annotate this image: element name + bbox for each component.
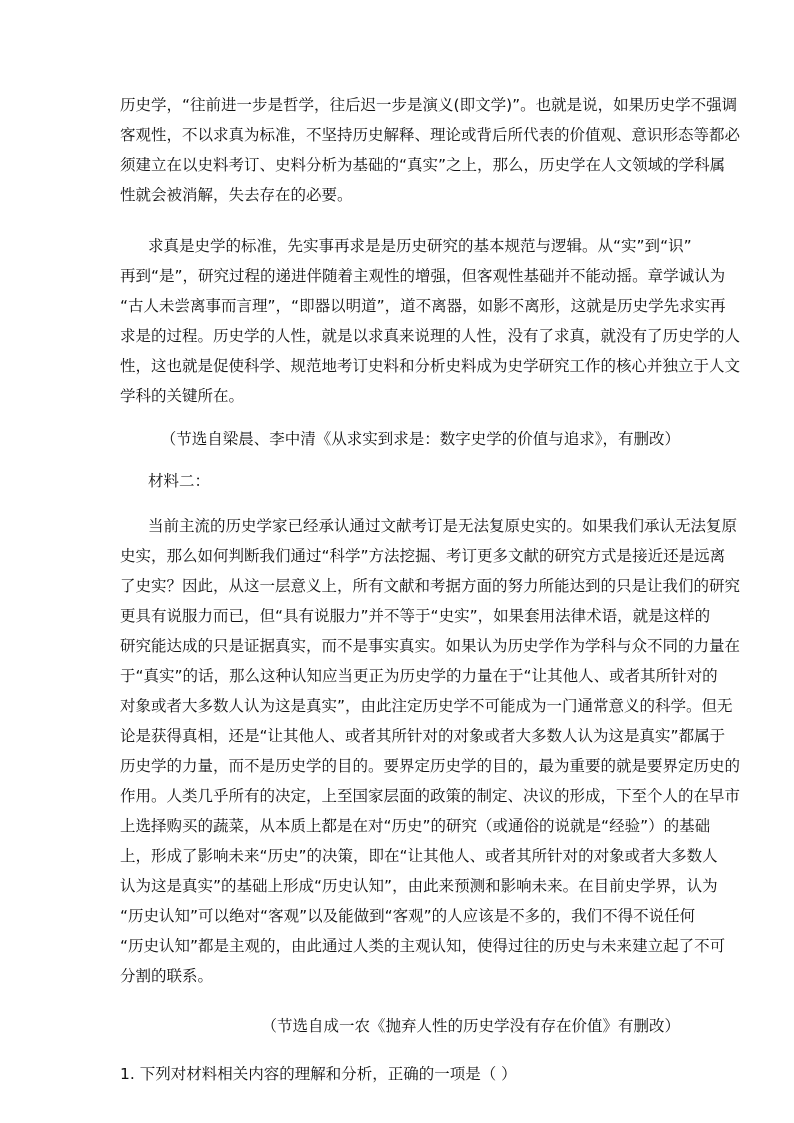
paragraph-line: 更具有说服力而已，但“具有说服力”并不等于“史实”，如果套用法律术语，就是这样的 bbox=[120, 607, 711, 625]
paragraph-line: 研究能达成的只是证据真实，而不是事实真实。如果认为历史学作为学科与众不同的力量在 bbox=[120, 637, 741, 655]
paragraph-line: 须建立在以史料考订、史料分析为基础的“真实”之上，那么，历史学在人文领域的学科属 bbox=[120, 156, 726, 174]
source-citation: （节选自梁晨、李中清《从求实到求是：数字史学的价值与追求》，有删改） bbox=[160, 430, 680, 448]
paragraph-line: 史实，那么如何判断我们通过“科学”方法挖掘、考订更多文献的研究方式是接近还是远离 bbox=[120, 547, 726, 565]
paragraph-line: 认为这是真实”的基础上形成“历史认知”，由此来预测和影响未来。在目前史学界，认为 bbox=[120, 877, 718, 895]
paragraph-line: 上，形成了影响未来“历史”的决策，即在“让其他人、或者其所针对的对象或者大多数人 bbox=[120, 847, 718, 865]
material-label: 材料二： bbox=[148, 472, 211, 490]
paragraph-line: “历史认知”可以绝对“客观”以及能做到“客观”的人应该是不多的，我们不得不说任何 bbox=[120, 907, 696, 925]
paragraph-line: 求真是史学的标准，先实事再求是是历史研究的基本规范与逻辑。从“实”到“识” bbox=[148, 237, 692, 255]
paragraph-line: 再到“是”，研究过程的递进伴随着主观性的增强，但客观性基础并不能动摇。章学诚认为 bbox=[120, 267, 726, 285]
paragraph-line: 性，这也就是促使科学、规范地考订史料和分析史料成为史学研究工作的核心并独立于人文 bbox=[120, 357, 741, 375]
paragraph-line: 对象或者大多数人认为这是真实”，由此注定历史学不可能成为一门通常意义的科学。但无 bbox=[120, 697, 733, 715]
paragraph-line: 分割的联系。 bbox=[120, 967, 214, 985]
paragraph-line: 客观性，不以求真为标准，不坚持历史解释、理论或背后所代表的价值观、意识形态等都必 bbox=[120, 126, 741, 144]
paragraph-line: “历史认知”都是主观的，由此通过人类的主观认知，使得过往的历史与未来建立起了不可 bbox=[120, 937, 726, 955]
source-citation: （节选自成一农《抛弃人性的历史学没有存在价值》有删改） bbox=[261, 1017, 680, 1035]
paragraph-line: 论是获得真相，还是“让其他人、或者其所针对的对象或者大多数人认为这是真实”都属于 bbox=[120, 727, 726, 745]
paragraph-line: 历史学的力量，而不是历史学的目的。要界定历史学的目的，最为重要的就是要界定历史的 bbox=[120, 757, 741, 775]
paragraph-line: “古人未尝离事而言理”，“即器以明道”，道不离器，如影不离形，这就是历史学先求实再 bbox=[120, 297, 726, 315]
paragraph-line: 求是的过程。历史学的人性，就是以求真来说理的人性，没有了求真，就没有了历史学的人 bbox=[120, 327, 741, 345]
paragraph-line: 当前主流的历史学家已经承认通过文献考订是无法复原史实的。如果我们承认无法复原 bbox=[148, 517, 738, 535]
paragraph-line: 于“真实”的话，那么这种认知应当更正为历史学的力量在于“让其他人、或者其所针对的 bbox=[120, 667, 718, 685]
question-text: 1. 下列对材料相关内容的理解和分析，正确的一项是（ ） bbox=[120, 1065, 517, 1083]
paragraph-line: 性就会被消解，失去存在的必要。 bbox=[120, 186, 353, 204]
paragraph-line: 作用。人类几乎所有的决定，上至国家层面的政策的制定、决议的形成，下至个人的在早市 bbox=[120, 787, 741, 805]
paragraph-line: 历史学，“往前进一步是哲学，往后迟一步是演义(即文学)”。也就是说，如果历史学不强调 bbox=[120, 96, 738, 114]
paragraph-line: 上选择购买的蔬菜，从本质上都是在对“历史”的研究（或通俗的说就是“经验”）的基础 bbox=[120, 817, 711, 835]
paragraph-line: 了史实？因此，从这一层意义上，所有文献和考据方面的努力所能达到的只是让我们的研究 bbox=[120, 577, 741, 595]
paragraph-line: 学科的关键所在。 bbox=[120, 387, 245, 405]
